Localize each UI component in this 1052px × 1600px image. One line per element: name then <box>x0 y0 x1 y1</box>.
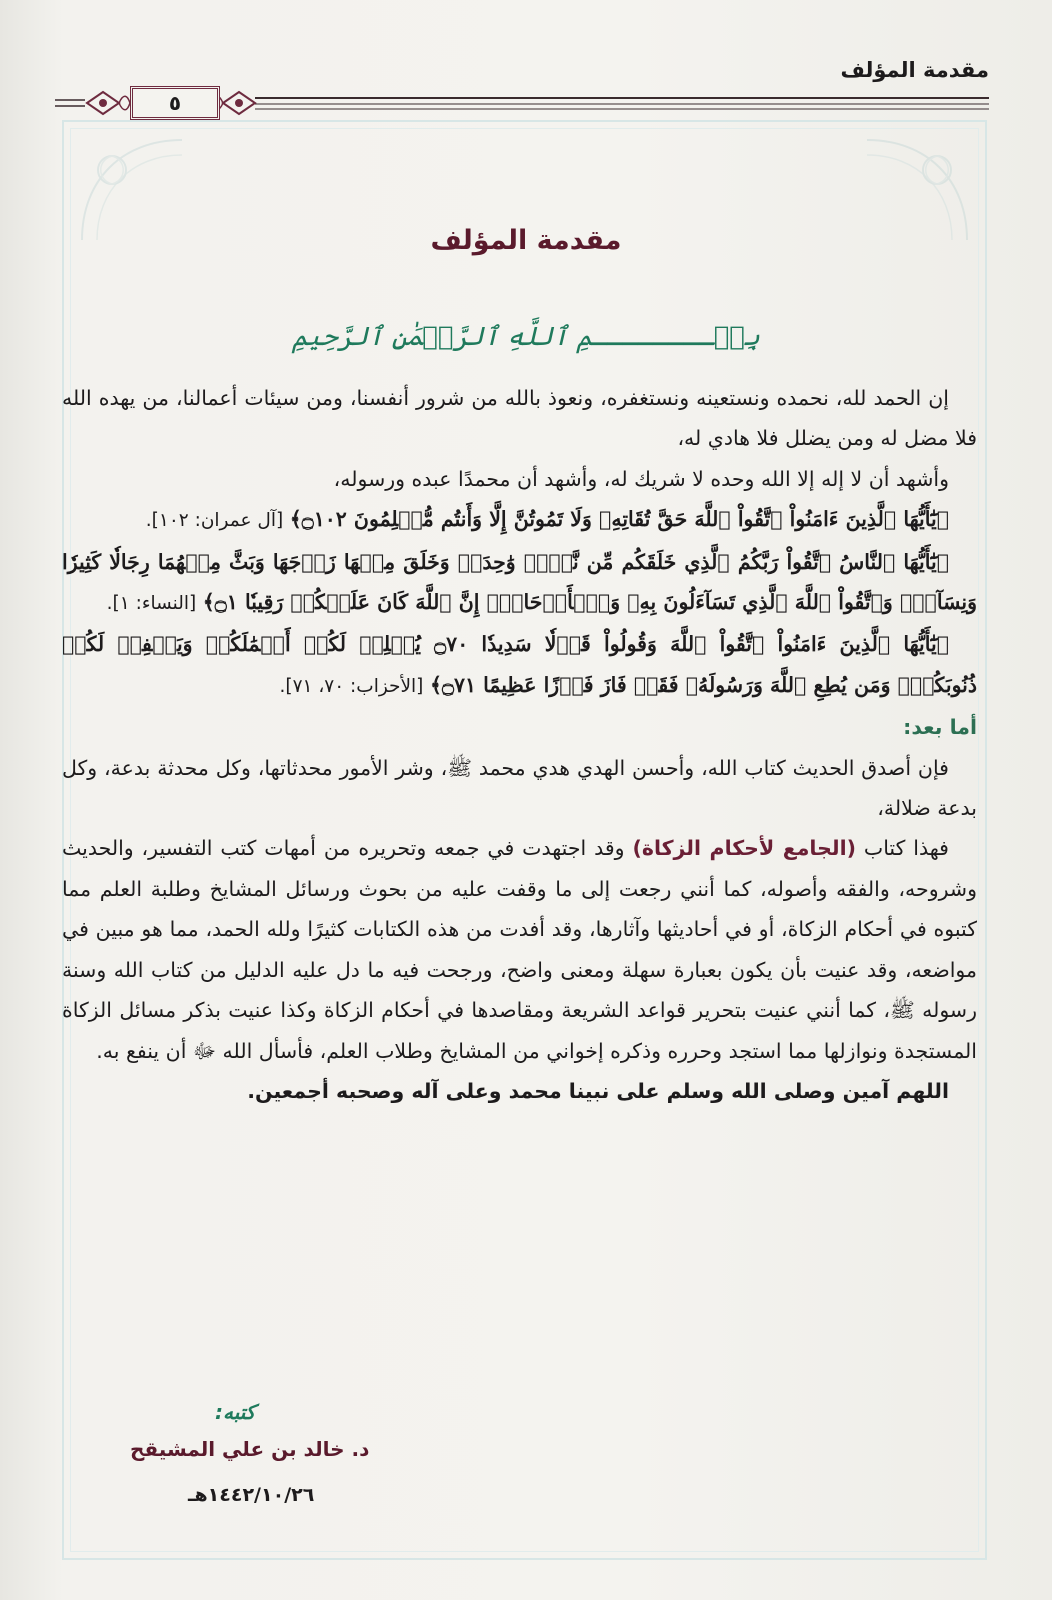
paragraph-start: فهذا كتاب <box>863 836 949 861</box>
amma-baad <box>62 707 977 747</box>
page-number-text: ٥ <box>168 91 182 115</box>
verse-text: ﴿يَٰٓأَيُّهَا ٱلَّذِينَ ءَامَنُواْ ٱتَّقُواْ ٱللَّهَ حَقَّ تُقَاتِهِۦ وَلَا تَمُوتُنَّ إِلَّا وَأَنتُم مُّسۡلِمُونَ ۝١٠٢﴾ <box>289 507 949 532</box>
basmala: بِسۡــــــــمِ ٱللَّهِ ٱلرَّحۡمَٰنِ ٱلرَّحِيمِ <box>291 322 761 352</box>
verse-text: ﴿يَٰٓأَيُّهَا ٱلنَّاسُ ٱتَّقُواْ رَبَّكُمُ ٱلَّذِي خَلَقَكُم مِّن نَّفۡسٖ وَٰحِدَةٖ وَخَلَقَ مِنۡهَا زَوۡجَهَا وَبَثَّ مِنۡهُمَا رِجَالٗا كَثِيرٗا وَنِسَآءٗۚ وَٱتَّقُواْ ٱللَّهَ ٱلَّذِي تَسَآءَلُونَ بِهِۦ وَٱلۡأَرۡحَامَۚ إِنَّ ٱللَّهَ كَانَ عَلَيۡكُمۡ رَقِيبٗا ۝١﴾ <box>62 549 977 615</box>
running-header-title: مقدمة المؤلف <box>840 58 989 82</box>
signature-date: ١٤٤٢/١٠/٢٦هـ <box>188 1484 315 1506</box>
verse-reference: [الأحزاب: ٧٠، ٧١]. <box>279 675 424 697</box>
body-text <box>62 378 977 1111</box>
closing-prayer: اللهم آمين وصلى الله وسلم على نبينا محمد وعلى آله وصحبه أجمعين. <box>247 1078 949 1103</box>
paragraph <box>62 828 977 1070</box>
book-title: (الجامع لأحكام الزكاة) <box>632 836 856 861</box>
paragraph: إن الحمد لله، نحمده ونستعينه ونستغفره، ونعوذ بالله من شرور أنفسنا، ومن سيئات أعمالنا، من يهده الله فلا مضل له ومن يضلل فلا هادي له، <box>62 386 977 451</box>
verse-reference: [النساء: ١]. <box>106 593 197 615</box>
verse-text: ﴿يَٰٓأَيُّهَا ٱلَّذِينَ ءَامَنُواْ ٱتَّقُواْ ٱللَّهَ وَقُولُواْ قَوۡلٗا سَدِيدٗا ۝٧٠ يُصۡلِحۡ لَكُمۡ أَعۡمَٰلَكُمۡ وَيَغۡفِرۡ لَكُمۡ ذُنُوبَكُمۡۗ وَمَن يُطِعِ ٱللَّهَ وَرَسُولَهُۥ فَقَدۡ فَازَ فَوۡزًا عَظِيمًا ۝٧١﴾ <box>62 632 977 697</box>
quran-verse <box>62 624 977 707</box>
verse-reference: [آل عمران: ١٠٢]. <box>145 510 284 532</box>
author-name: د. خالد بن علي المشيقح <box>130 1437 370 1461</box>
paragraph-rest: وقد اجتهدت في جمعه وتحريره من أمهات كتب التفسير، والحديث وشروحه، والفقه وأصوله، كما أنني رجعت إلى ما وقفت عليه من بحوث ورسائل المشايخ وطلبة العلم مما كتبوه في أحكام الزكاة، أو في أحاديثها وآثارها، وقد أفدت من هذه الكتابات كثيرًا ولله الحمد، مما هو مبين في مواضعه، وقد عنيت بأن يكون بعبارة سهلة ومعنى واضح، ورجحت فيه ما دل عليه الدليل من كتاب الله وسنة رسوله ﷺ، كما أنني عنيت بتحرير قواعد الشريعة ومقاصدها في أحكام الزكاة وكذا عنيت بذكر مسائل الزكاة المستجدة ونوازلها مما استجد وحرره وذكره إخواني من المشايخ وطلاب العلم، فأسأل الله ﷻ أن ينفع به. <box>62 836 977 1063</box>
amma-baad-label: أما بعد: <box>903 715 977 740</box>
quran-verse <box>62 499 977 541</box>
paragraph: فإن أصدق الحديث كتاب الله، وأحسن الهدي هدي محمد ﷺ، وشر الأمور محدثاتها، وكل محدثة بدعة، وكل بدعة ضلالة، <box>62 755 977 821</box>
paragraph: وأشهد أن لا إله إلا الله وحده لا شريك له، وأشهد أن محمدًا عبده ورسوله، <box>333 466 949 491</box>
chapter-title: مقدمة المؤلف <box>430 225 622 256</box>
page-number <box>130 86 220 120</box>
signature-label: كتبه: <box>215 1400 256 1424</box>
quran-verse <box>62 542 977 625</box>
